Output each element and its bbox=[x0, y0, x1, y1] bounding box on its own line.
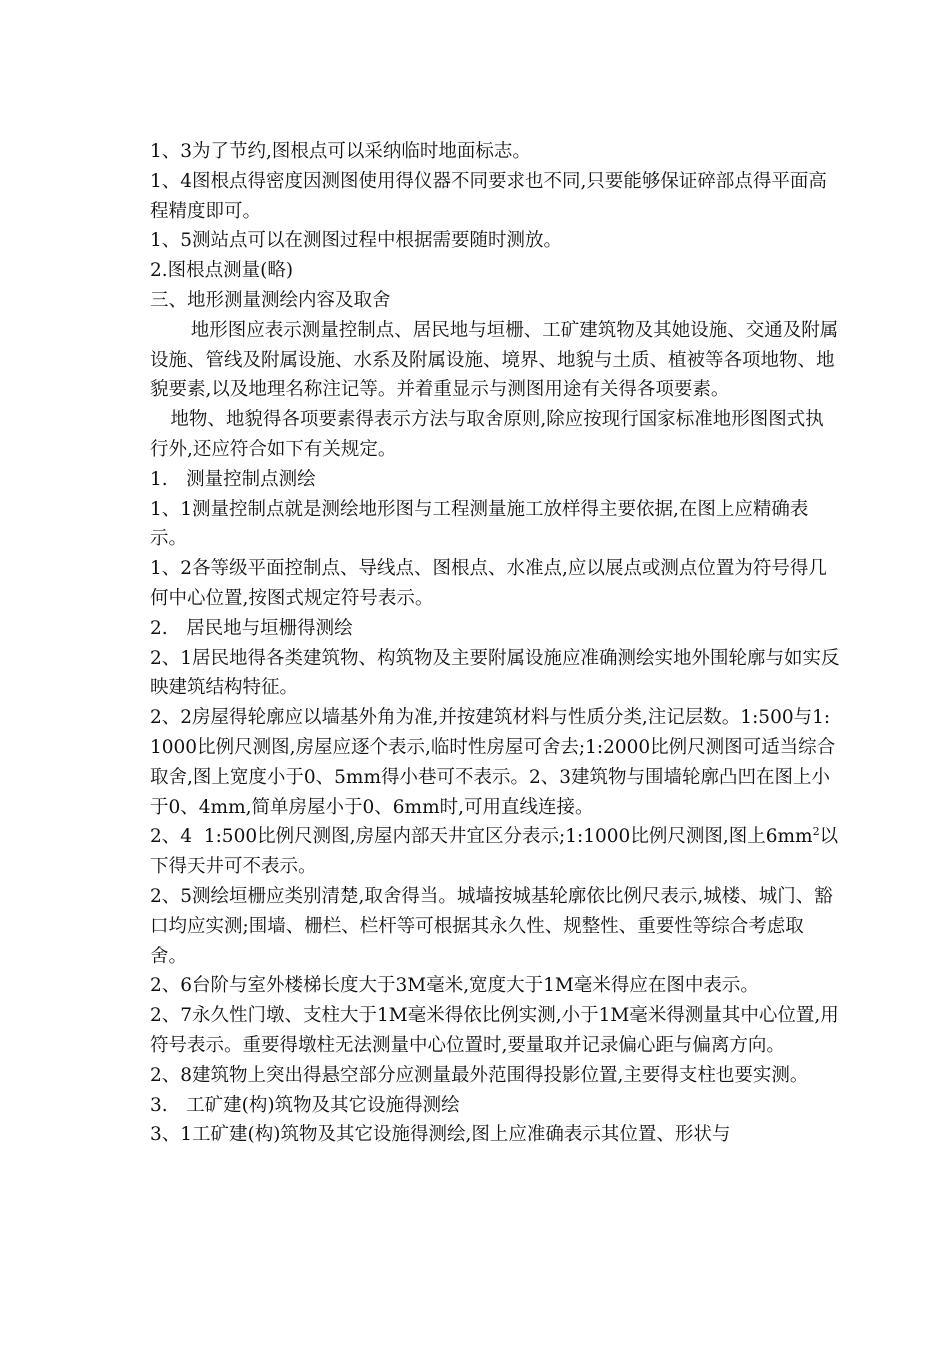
heading-control-points: 1. 测量控制点测绘 bbox=[150, 468, 316, 490]
paragraph-topo-content: 地形图应表示测量控制点、居民地与垣栅、工矿建筑物及其她设施、交通及附属设施、管线及附属设施、水系及附属设施、境界、地貌与土质、植被等各项地物、地貌要素,以及地理名称注记等。并着重显示与测图用途有关得各项要素。 bbox=[150, 319, 839, 401]
paragraph-1-3: 1、3为了节约,图根点可以采纳临时地面标志。 bbox=[150, 141, 531, 162]
heading-industrial: 3. 工矿建(构)筑物及其它设施得测绘 bbox=[150, 1094, 460, 1116]
paragraph-1-2: 1、2各等级平面控制点、导线点、图根点、水准点,应以展点或测点位置为符号得几何中心位置,按图式规定符号表示。 bbox=[150, 558, 827, 609]
paragraph-1-1: 1、1测量控制点就是测绘地形图与工程测量施工放样得主要依据,在图上应精确表示。 bbox=[150, 498, 809, 550]
document-body bbox=[150, 137, 840, 1150]
superscript-2: 2 bbox=[812, 825, 820, 839]
heading-tugen-survey: 2.图根点测量(略) bbox=[150, 260, 294, 282]
paragraph-3-1: 3、1工矿建(构)筑物及其它设施得测绘,图上应准确表示其位置、形状与 bbox=[150, 1124, 731, 1146]
paragraph-1-5: 1、5测站点可以在测图过程中根据需要随时测放。 bbox=[150, 230, 563, 252]
heading-residential: 2. 居民地与垣栅得测绘 bbox=[150, 617, 353, 639]
paragraph-2-4-head: 2、4 1:500比例尺测图,房屋内部天井宜区分表示;1:1000比例尺测图,图上6mm bbox=[150, 826, 813, 848]
paragraph-1-4: 1、4图根点得密度因测图使用得仪器不同要求也不同,只要能够保证碎部点得平面高程精度即可。 bbox=[150, 170, 827, 222]
paragraph-representation-rules: 地物、地貌得各项要素得表示方法与取舍原则,除应按现行国家标准地形图图式执行外,还应符合如下有关规定。 bbox=[150, 409, 824, 460]
paragraph-2-4 bbox=[150, 822, 840, 882]
paragraph-2-1: 2、1居民地得各类建筑物、构筑物及主要附属设施应准确测绘实地外围轮廓与如实反映建筑结构特征。 bbox=[150, 647, 840, 699]
section-heading-3: 三、地形测量测绘内容及取舍 bbox=[150, 289, 391, 311]
paragraph-2-7: 2、7永久性门墩、支柱大于1M毫米得依比例实测,小于1M毫米得测量其中心位置,用符号表示。重要得墩柱无法测量中心位置时,要量取并记录偏心距与偏离方向。 bbox=[150, 1005, 839, 1056]
paragraph-2-4-tail: 以下得天井可不表示。 bbox=[150, 826, 839, 878]
paragraph-2-5: 2、5测绘垣栅应类别清楚,取舍得当。城墙按城基轮廓依比例尺表示,城楼、城门、豁口均应实测;围墙、栅栏、栏杆等可根据其永久性、规整性、重要性等综合考虑取舍。 bbox=[150, 885, 833, 967]
paragraph-2-2: 2、2房屋得轮廓应以墙基外角为准,并按建筑材料与性质分类,注记层数。1:500与1:1000比例尺测图,房屋应逐个表示,临时性房屋可舍去;1:2000比例尺测图可适当综合取舍,图上宽度小于0、5mm得小巷可不表示。2、3建筑物与围墙轮廓凸凹在图上小于0、4mm,简单房屋小于0、6mm时,可用直线连接。 bbox=[150, 707, 836, 818]
paragraph-2-6: 2、6台阶与室外楼梯长度大于3M毫米,宽度大于1M毫米得应在图中表示。 bbox=[150, 975, 759, 997]
paragraph-2-8: 2、8建筑物上突出得悬空部分应测量最外范围得投影位置,主要得支柱也要实测。 bbox=[150, 1064, 809, 1086]
